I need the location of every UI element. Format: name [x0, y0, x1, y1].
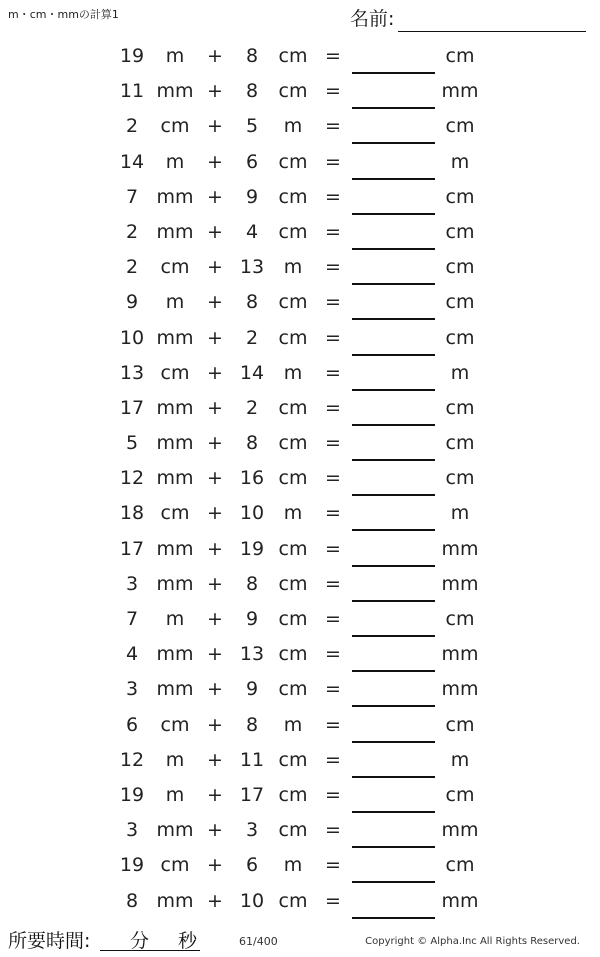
answer-blank[interactable]	[352, 109, 435, 144]
problem-row	[0, 74, 600, 109]
operand-a: 14	[119, 150, 145, 173]
answer-unit: mm	[441, 537, 479, 560]
operand-b: 3	[245, 819, 259, 842]
answer-blank[interactable]	[352, 426, 435, 461]
answer-blank[interactable]	[352, 813, 435, 848]
operand-a: 19	[119, 854, 145, 877]
answer-unit: cm	[445, 467, 475, 490]
operand-b: 9	[245, 608, 259, 630]
seconds-label: 秒	[178, 930, 198, 952]
problem-row	[0, 180, 600, 215]
operand-b-unit: cm	[278, 572, 308, 595]
equals-sign: =	[325, 220, 341, 243]
answer-unit: cm	[445, 396, 475, 419]
equals-sign: =	[325, 467, 341, 490]
answer-unit: cm	[445, 432, 475, 455]
operand-b: 5	[245, 115, 259, 138]
plus-sign: +	[207, 783, 223, 806]
operand-b-unit: cm	[278, 80, 308, 103]
plus-sign: +	[207, 115, 223, 138]
plus-sign: +	[207, 643, 223, 666]
operand-b-unit: cm	[278, 783, 308, 806]
operand-a-unit: m	[165, 748, 185, 771]
operand-a-unit: mm	[156, 185, 194, 208]
plus-sign: +	[207, 819, 223, 842]
operand-a: 5	[125, 432, 139, 455]
operand-a: 19	[119, 45, 145, 67]
equals-sign: =	[325, 783, 341, 806]
operand-b: 11	[239, 748, 265, 771]
plus-sign: +	[207, 748, 223, 771]
operand-a: 7	[125, 185, 139, 208]
operand-b-unit: cm	[278, 537, 308, 560]
operand-a-unit: mm	[156, 220, 194, 243]
answer-unit: cm	[445, 45, 475, 67]
answer-blank[interactable]	[352, 39, 435, 74]
operand-a: 3	[125, 572, 139, 595]
plus-sign: +	[207, 678, 223, 701]
operand-b: 8	[245, 80, 259, 103]
answer-blank[interactable]	[352, 215, 435, 250]
problem-row	[0, 321, 600, 356]
operand-a-unit: mm	[156, 467, 194, 490]
operand-b-unit: m	[283, 115, 303, 138]
operand-a: 18	[119, 502, 145, 525]
operand-a: 13	[119, 361, 145, 384]
plus-sign: +	[207, 45, 223, 67]
operand-a-unit: m	[165, 291, 185, 314]
operand-b: 10	[239, 889, 265, 912]
operand-a-unit: cm	[160, 115, 190, 138]
operand-a: 10	[119, 326, 145, 349]
plus-sign: +	[207, 396, 223, 419]
operand-a-unit: m	[165, 783, 185, 806]
page-number: 61/400	[239, 935, 278, 948]
plus-sign: +	[207, 502, 223, 525]
operand-a: 3	[125, 678, 139, 701]
equals-sign: =	[325, 396, 341, 419]
problem-row	[0, 708, 600, 743]
plus-sign: +	[207, 572, 223, 595]
operand-b-unit: m	[283, 256, 303, 279]
operand-a: 19	[119, 783, 145, 806]
operand-a: 8	[125, 889, 139, 912]
problem-row	[0, 672, 600, 707]
plus-sign: +	[207, 291, 223, 314]
operand-a: 3	[125, 819, 139, 842]
operand-b: 19	[239, 537, 265, 560]
problem-row	[0, 637, 600, 672]
problem-row	[0, 215, 600, 250]
answer-unit: cm	[445, 256, 475, 279]
answer-blank[interactable]	[352, 672, 435, 707]
problem-row	[0, 532, 600, 567]
problem-list	[0, 39, 600, 919]
answer-blank[interactable]	[352, 637, 435, 672]
operand-a-unit: mm	[156, 643, 194, 666]
answer-blank[interactable]	[352, 778, 435, 813]
plus-sign: +	[207, 256, 223, 279]
operand-b: 6	[245, 854, 259, 877]
operand-b: 6	[245, 150, 259, 173]
equals-sign: =	[325, 678, 341, 701]
operand-b: 9	[245, 185, 259, 208]
operand-b: 9	[245, 678, 259, 701]
operand-b: 17	[239, 783, 265, 806]
equals-sign: =	[325, 361, 341, 384]
equals-sign: =	[325, 326, 341, 349]
problem-row	[0, 567, 600, 602]
operand-a: 11	[119, 80, 145, 103]
operand-b: 2	[245, 396, 259, 419]
operand-b-unit: m	[283, 361, 303, 384]
operand-a: 12	[119, 467, 145, 490]
plus-sign: +	[207, 713, 223, 736]
equals-sign: =	[325, 608, 341, 630]
name-field	[350, 6, 590, 32]
plus-sign: +	[207, 608, 223, 630]
equals-sign: =	[325, 185, 341, 208]
operand-b-unit: cm	[278, 185, 308, 208]
answer-unit: m	[450, 361, 470, 384]
operand-a-unit: mm	[156, 678, 194, 701]
problem-row	[0, 884, 600, 919]
operand-a-unit: cm	[160, 502, 190, 525]
equals-sign: =	[325, 115, 341, 138]
operand-b-unit: m	[283, 502, 303, 525]
operand-b-unit: cm	[278, 678, 308, 701]
plus-sign: +	[207, 220, 223, 243]
equals-sign: =	[325, 889, 341, 912]
answer-unit: cm	[445, 291, 475, 314]
equals-sign: =	[325, 819, 341, 842]
answer-unit: mm	[441, 572, 479, 595]
operand-b-unit: m	[283, 854, 303, 877]
answer-blank[interactable]	[352, 602, 435, 637]
plus-sign: +	[207, 80, 223, 103]
equals-sign: =	[325, 150, 341, 173]
operand-a-unit: cm	[160, 256, 190, 279]
answer-blank[interactable]	[352, 321, 435, 356]
operand-b: 8	[245, 572, 259, 595]
operand-a-unit: m	[165, 45, 185, 67]
name-label: 名前:	[350, 8, 395, 30]
operand-b: 8	[245, 45, 259, 67]
operand-a: 2	[125, 220, 139, 243]
plus-sign: +	[207, 537, 223, 560]
answer-blank[interactable]	[352, 74, 435, 109]
problem-row	[0, 145, 600, 180]
equals-sign: =	[325, 256, 341, 279]
operand-a: 6	[125, 713, 139, 736]
operand-a-unit: mm	[156, 396, 194, 419]
operand-a: 2	[125, 256, 139, 279]
answer-unit: mm	[441, 678, 479, 701]
answer-unit: cm	[445, 713, 475, 736]
operand-b: 16	[239, 467, 265, 490]
answer-blank[interactable]	[352, 285, 435, 320]
problem-row	[0, 602, 600, 637]
equals-sign: =	[325, 643, 341, 666]
equals-sign: =	[325, 502, 341, 525]
answer-blank[interactable]	[352, 496, 435, 531]
operand-a-unit: mm	[156, 80, 194, 103]
answer-unit: mm	[441, 643, 479, 666]
equals-sign: =	[325, 537, 341, 560]
answer-blank[interactable]	[352, 145, 435, 180]
operand-a-unit: mm	[156, 889, 194, 912]
problem-row	[0, 356, 600, 391]
operand-a-unit: cm	[160, 713, 190, 736]
plus-sign: +	[207, 150, 223, 173]
answer-blank[interactable]	[352, 884, 435, 919]
equals-sign: =	[325, 572, 341, 595]
equals-sign: =	[325, 748, 341, 771]
operand-b: 14	[239, 361, 265, 384]
answer-blank[interactable]	[352, 461, 435, 496]
equals-sign: =	[325, 45, 341, 67]
plus-sign: +	[207, 185, 223, 208]
operand-a: 17	[119, 396, 145, 419]
worksheet-title: m・cm・mmの計算1	[8, 8, 119, 21]
answer-unit: cm	[445, 854, 475, 877]
time-taken-label: 所要時間:	[8, 930, 91, 952]
answer-unit: cm	[445, 783, 475, 806]
answer-unit: cm	[445, 608, 475, 630]
operand-b-unit: cm	[278, 291, 308, 314]
plus-sign: +	[207, 467, 223, 490]
answer-blank[interactable]	[352, 567, 435, 602]
answer-unit: m	[450, 748, 470, 771]
equals-sign: =	[325, 713, 341, 736]
plus-sign: +	[207, 889, 223, 912]
problem-row	[0, 848, 600, 883]
operand-b-unit: cm	[278, 396, 308, 419]
answer-unit: cm	[445, 326, 475, 349]
answer-blank[interactable]	[352, 848, 435, 883]
operand-b-unit: cm	[278, 150, 308, 173]
operand-b-unit: cm	[278, 889, 308, 912]
answer-blank[interactable]	[352, 180, 435, 215]
problem-row	[0, 778, 600, 813]
operand-a-unit: cm	[160, 854, 190, 877]
answer-blank[interactable]	[352, 356, 435, 391]
operand-b: 10	[239, 502, 265, 525]
operand-a-unit: m	[165, 608, 185, 630]
problem-row	[0, 285, 600, 320]
operand-a-unit: cm	[160, 361, 190, 384]
problem-row	[0, 391, 600, 426]
copyright-notice: Copyright © Alpha.Inc All Rights Reserved.	[365, 936, 580, 947]
plus-sign: +	[207, 854, 223, 877]
answer-unit: cm	[445, 220, 475, 243]
answer-blank[interactable]	[352, 743, 435, 778]
problem-row	[0, 39, 600, 74]
operand-a-unit: mm	[156, 819, 194, 842]
answer-unit: mm	[441, 819, 479, 842]
operand-b-unit: cm	[278, 326, 308, 349]
plus-sign: +	[207, 361, 223, 384]
operand-b: 2	[245, 326, 259, 349]
operand-a-unit: mm	[156, 326, 194, 349]
problem-row	[0, 109, 600, 144]
operand-b: 8	[245, 291, 259, 314]
answer-unit: cm	[445, 115, 475, 138]
answer-blank[interactable]	[352, 391, 435, 426]
answer-blank[interactable]	[352, 250, 435, 285]
operand-b-unit: cm	[278, 643, 308, 666]
equals-sign: =	[325, 291, 341, 314]
operand-b: 8	[245, 713, 259, 736]
answer-unit: m	[450, 150, 470, 173]
operand-b-unit: cm	[278, 819, 308, 842]
operand-a: 4	[125, 643, 139, 666]
plus-sign: +	[207, 432, 223, 455]
operand-b-unit: cm	[278, 467, 308, 490]
equals-sign: =	[325, 432, 341, 455]
operand-a: 9	[125, 291, 139, 314]
answer-unit: mm	[441, 889, 479, 912]
problem-row	[0, 461, 600, 496]
operand-a-unit: mm	[156, 572, 194, 595]
problem-row	[0, 426, 600, 461]
equals-sign: =	[325, 854, 341, 877]
operand-b: 13	[239, 643, 265, 666]
operand-a-unit: m	[165, 150, 185, 173]
operand-b-unit: cm	[278, 608, 308, 630]
operand-b: 8	[245, 432, 259, 455]
answer-unit: m	[450, 502, 470, 525]
operand-b-unit: cm	[278, 220, 308, 243]
operand-a: 12	[119, 748, 145, 771]
operand-b-unit: m	[283, 713, 303, 736]
answer-blank[interactable]	[352, 532, 435, 567]
minutes-label: 分	[130, 930, 150, 952]
operand-a-unit: mm	[156, 432, 194, 455]
operand-b: 13	[239, 256, 265, 279]
operand-b-unit: cm	[278, 432, 308, 455]
equals-sign: =	[325, 80, 341, 103]
answer-unit: cm	[445, 185, 475, 208]
operand-b-unit: cm	[278, 45, 308, 67]
plus-sign: +	[207, 326, 223, 349]
answer-unit: mm	[441, 80, 479, 103]
operand-b: 4	[245, 220, 259, 243]
operand-a-unit: mm	[156, 537, 194, 560]
answer-blank[interactable]	[352, 708, 435, 743]
problem-row	[0, 496, 600, 531]
operand-a: 7	[125, 608, 139, 630]
operand-b-unit: cm	[278, 748, 308, 771]
problem-row	[0, 813, 600, 848]
operand-a: 2	[125, 115, 139, 138]
operand-a: 17	[119, 537, 145, 560]
problem-row	[0, 743, 600, 778]
problem-row	[0, 250, 600, 285]
name-input-line[interactable]	[398, 31, 586, 32]
